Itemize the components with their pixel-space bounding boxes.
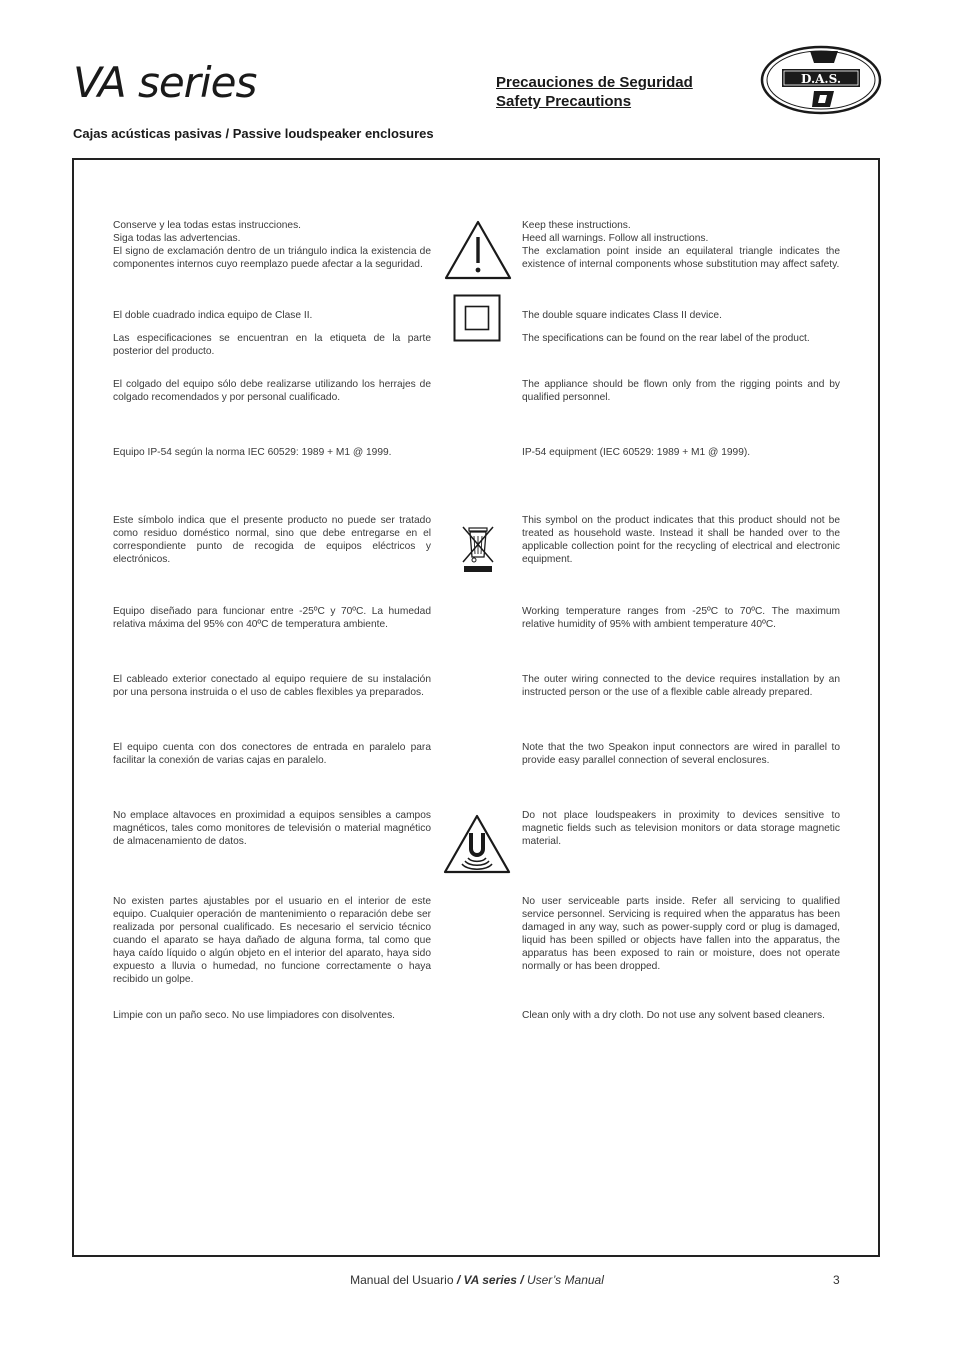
- section-heading: [496, 73, 693, 111]
- magnetic-field-warning-icon: [442, 813, 512, 875]
- section-9-spanish: El equipo cuenta con dos conectores de entrada en paralelo para facilitar la conexión de varias cajas en paralelo.: [113, 742, 431, 766]
- section-2-english: The double square indicates Class II device.: [522, 310, 722, 321]
- section-6-spanish: Este símbolo indica que el presente producto no puede ser tratado como residuo doméstico normal, sino que debe entregarse en el correspondiente punto de recogida de equipos eléctricos y electrónicos.: [113, 515, 431, 565]
- weee-crossed-bin-icon: [460, 524, 496, 574]
- document-title: VA series: [73, 58, 257, 107]
- footer-separator: /: [456, 1273, 461, 1287]
- das-logo: [760, 45, 882, 115]
- footer-separator: /: [520, 1273, 524, 1287]
- double-square-icon: [453, 294, 501, 342]
- section-11-english: No user serviceable parts inside. Refer all servicing to qualified service personnel. Servicing is required when the apparatus has been damaged in any way, such as power-supply cord or plug is damaged, liquid has been spilled or objects have fallen into the apparatus, the apparatus has been exposed to rain or moisture, does not operate normally or has been dropped.: [522, 896, 840, 972]
- section-1-spanish: Conserve y lea todas estas instrucciones. Siga todas las advertencias. El signo de exclamación dentro de un triángulo indica la existencia de componentes internos cuyo reemplazo puede afectar a la seguridad.: [113, 220, 431, 270]
- section-9-english: Note that the two Speakon input connectors are wired in parallel to provide easy parallel connection of several enclosures.: [522, 742, 840, 766]
- logo-text: D.A.S.: [800, 72, 842, 86]
- exclamation-triangle-icon: [443, 219, 513, 281]
- section-7-spanish: Equipo diseñado para funcionar entre -25ºC y 70ºC. La humedad relativa máxima del 95% con 40ºC de temperatura ambiente.: [113, 606, 431, 630]
- section-2-spanish: El doble cuadrado indica equipo de Clase II.: [113, 310, 313, 321]
- section-4-spanish: El colgado del equipo sólo debe realizarse utilizando los herrajes de colgado recomendados y por personal cualificado.: [113, 379, 431, 403]
- page-footer: [0, 1273, 954, 1287]
- section-6-english: This symbol on the product indicates that this product should not be treated as household waste. Instead it shall be handed over to the applicable collection point for the recycling of electrical and electronic equipment.: [522, 515, 840, 565]
- section-5-english: IP-54 equipment (IEC 60529: 1989 + M1 @ 1999).: [522, 447, 751, 458]
- section-7-english: Working temperature ranges from -25ºC to 70ºC. The maximum relative humidity of 95% with ambient temperature 40ºC.: [522, 606, 840, 630]
- section-3-spanish: Las especificaciones se encuentran en la etiqueta de la parte posterior del producto.: [113, 333, 431, 357]
- section-11-spanish: No existen partes ajustables por el usuario en el interior de este equipo. Cualquier operación de mantenimiento o reparación debe ser realizada por personal cualificado. Es necesario el servicio técnico cuando el aparato se haya dañado de alguna forma, tal como que haya caído líquido o algún objeto en el interior del aparato, haya sido expuesto a lluvia o humedad, no funcione correctamente o haya recibido un golpe.: [113, 896, 431, 985]
- section-1-english: Keep these instructions. Heed all warnings. Follow all instructions. The exclamation point inside an equilateral triangle indicates the existence of internal components whose substitution may affect safety.: [522, 220, 840, 270]
- footer-spanish-label: Manual del Usuario: [350, 1273, 454, 1287]
- page-subtitle: Cajas acústicas pasivas / Passive loudspeaker enclosures: [73, 126, 434, 141]
- section-8-english: The outer wiring connected to the device requires installation by an instructed person or the use of a flexible cable already prepared.: [522, 674, 840, 698]
- section-10-english: Do not place loudspeakers in proximity to devices sensitive to magnetic fields such as television monitors or data storage magnetic material.: [522, 810, 840, 847]
- page-number: 3: [833, 1273, 840, 1287]
- section-3-english: The specifications can be found on the rear label of the product.: [522, 333, 810, 344]
- footer-english-label: User’s Manual: [526, 1273, 604, 1287]
- section-5-spanish: Equipo IP-54 según la norma IEC 60529: 1989 + M1 @ 1999.: [113, 447, 392, 458]
- section-10-spanish: No emplace altavoces en proximidad a equipos sensibles a campos magnéticos, tales como monitores de televisión o material magnético de almacenamiento de datos.: [113, 810, 431, 847]
- heading-spanish: Precauciones de Seguridad: [496, 74, 693, 91]
- section-12-english: Clean only with a dry cloth. Do not use any solvent based cleaners.: [522, 1010, 825, 1021]
- section-8-spanish: El cableado exterior conectado al equipo requiere de su instalación por una persona instruida o el uso de cables flexibles ya preparados.: [113, 674, 431, 698]
- section-12-spanish: Limpie con un paño seco. No use limpiadores con disolventes.: [113, 1010, 396, 1021]
- footer-product: VA series: [463, 1273, 517, 1287]
- heading-english: Safety Precautions: [496, 93, 632, 110]
- section-4-english: The appliance should be flown only from the rigging points and by qualified personnel.: [522, 379, 840, 403]
